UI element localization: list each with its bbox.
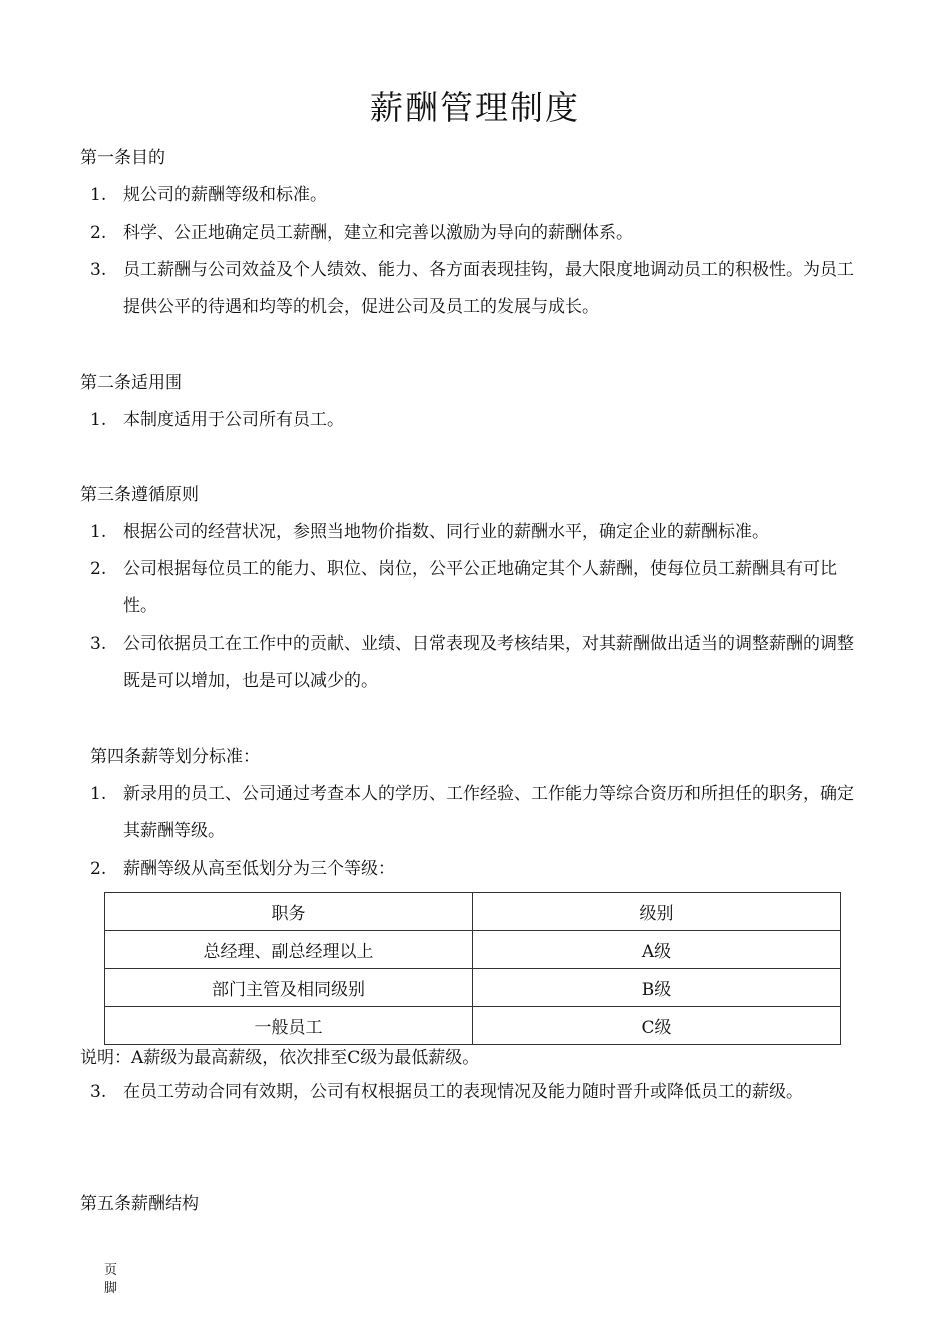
table-row xyxy=(105,931,841,969)
section-heading-grade-standard: 第四条薪等划分标准： xyxy=(90,747,260,767)
section-heading-scope: 第二条适用围 xyxy=(80,373,182,393)
list-item xyxy=(90,851,855,888)
list-item-text: 在员工劳动合同有效期，公司有权根据员工的表现情况及能力随时晋升或降低员工的薪级。 xyxy=(123,1082,803,1102)
list-item-number: 2. xyxy=(90,559,107,579)
table-cell-grade: C级 xyxy=(473,1007,841,1045)
list-item-number: 1. xyxy=(90,185,107,205)
table-cell-position: 总经理、副总经理以上 xyxy=(105,931,473,969)
list-item-text: 规公司的薪酬等级和标准。 xyxy=(123,185,327,205)
list-item-text: 公司根据每位员工的能力、职位、岗位，公平公正地确定其个人薪酬，使每位员工薪酬具有可比性。 xyxy=(123,559,837,616)
list-item-number: 1. xyxy=(90,784,107,804)
list-item-text: 新录用的员工、公司通过考查本人的学历、工作经验、工作能力等综合资历和所担任的职务，确定其薪酬等级。 xyxy=(123,784,854,841)
table-note: 说明：A薪级为最高薪级，依次排至C级为最低薪级。 xyxy=(80,1048,480,1068)
list-item xyxy=(90,402,855,439)
list-item xyxy=(90,177,855,214)
list-item-text: 本制度适用于公司所有员工。 xyxy=(123,410,344,430)
table-header-row xyxy=(105,893,841,931)
list-item xyxy=(90,551,855,625)
list-item xyxy=(90,776,855,850)
table-cell-position: 部门主管及相同级别 xyxy=(105,969,473,1007)
column-header-position: 职务 xyxy=(105,893,473,931)
list-item-number: 2. xyxy=(90,859,107,879)
list-item-number: 3. xyxy=(90,260,107,280)
column-header-grade: 级别 xyxy=(473,893,841,931)
list-item-number: 2. xyxy=(90,223,107,243)
list-item xyxy=(90,626,855,700)
table-cell-grade: B级 xyxy=(473,969,841,1007)
table-row xyxy=(105,969,841,1007)
footer-char: 页 xyxy=(104,1263,118,1278)
salary-grade-table xyxy=(104,892,841,1045)
list-item-number: 3. xyxy=(90,634,107,654)
list-item-number: 3. xyxy=(90,1082,107,1102)
list-item xyxy=(90,252,855,326)
list-item-text: 公司依据员工在工作中的贡献、业绩、日常表现及考核结果，对其薪酬做出适当的调整薪酬的调整既是可以增加，也是可以减少的。 xyxy=(123,634,854,691)
table-cell-position: 一般员工 xyxy=(105,1007,473,1045)
list-item-text: 根据公司的经营状况，参照当地物价指数、同行业的薪酬水平，确定企业的薪酬标准。 xyxy=(123,522,769,542)
list-item-text: 薪酬等级从高至低划分为三个等级： xyxy=(123,859,395,879)
list-item xyxy=(90,1074,855,1111)
list-item xyxy=(90,514,855,551)
list-item-number: 1. xyxy=(90,522,107,542)
section-heading-purpose: 第一条目的 xyxy=(80,148,165,168)
section-heading-principles: 第三条遵循原则 xyxy=(80,485,199,505)
list-item xyxy=(90,215,855,252)
footer-char: 脚 xyxy=(104,1281,118,1296)
table-row xyxy=(105,1007,841,1045)
table-cell-grade: A级 xyxy=(473,931,841,969)
list-item-number: 1. xyxy=(90,410,107,430)
list-item-text: 科学、公正地确定员工薪酬，建立和完善以激励为导向的薪酬体系。 xyxy=(123,223,633,243)
page-footer xyxy=(104,1262,124,1298)
document-title: 薪酬管理制度 xyxy=(370,88,580,127)
list-item-text: 员工薪酬与公司效益及个人绩效、能力、各方面表现挂钩，最大限度地调动员工的积极性。为员工提供公平的待遇和均等的机会，促进公司及员工的发展与成长。 xyxy=(123,260,854,317)
section-heading-salary-structure: 第五条薪酬结构 xyxy=(80,1194,199,1214)
